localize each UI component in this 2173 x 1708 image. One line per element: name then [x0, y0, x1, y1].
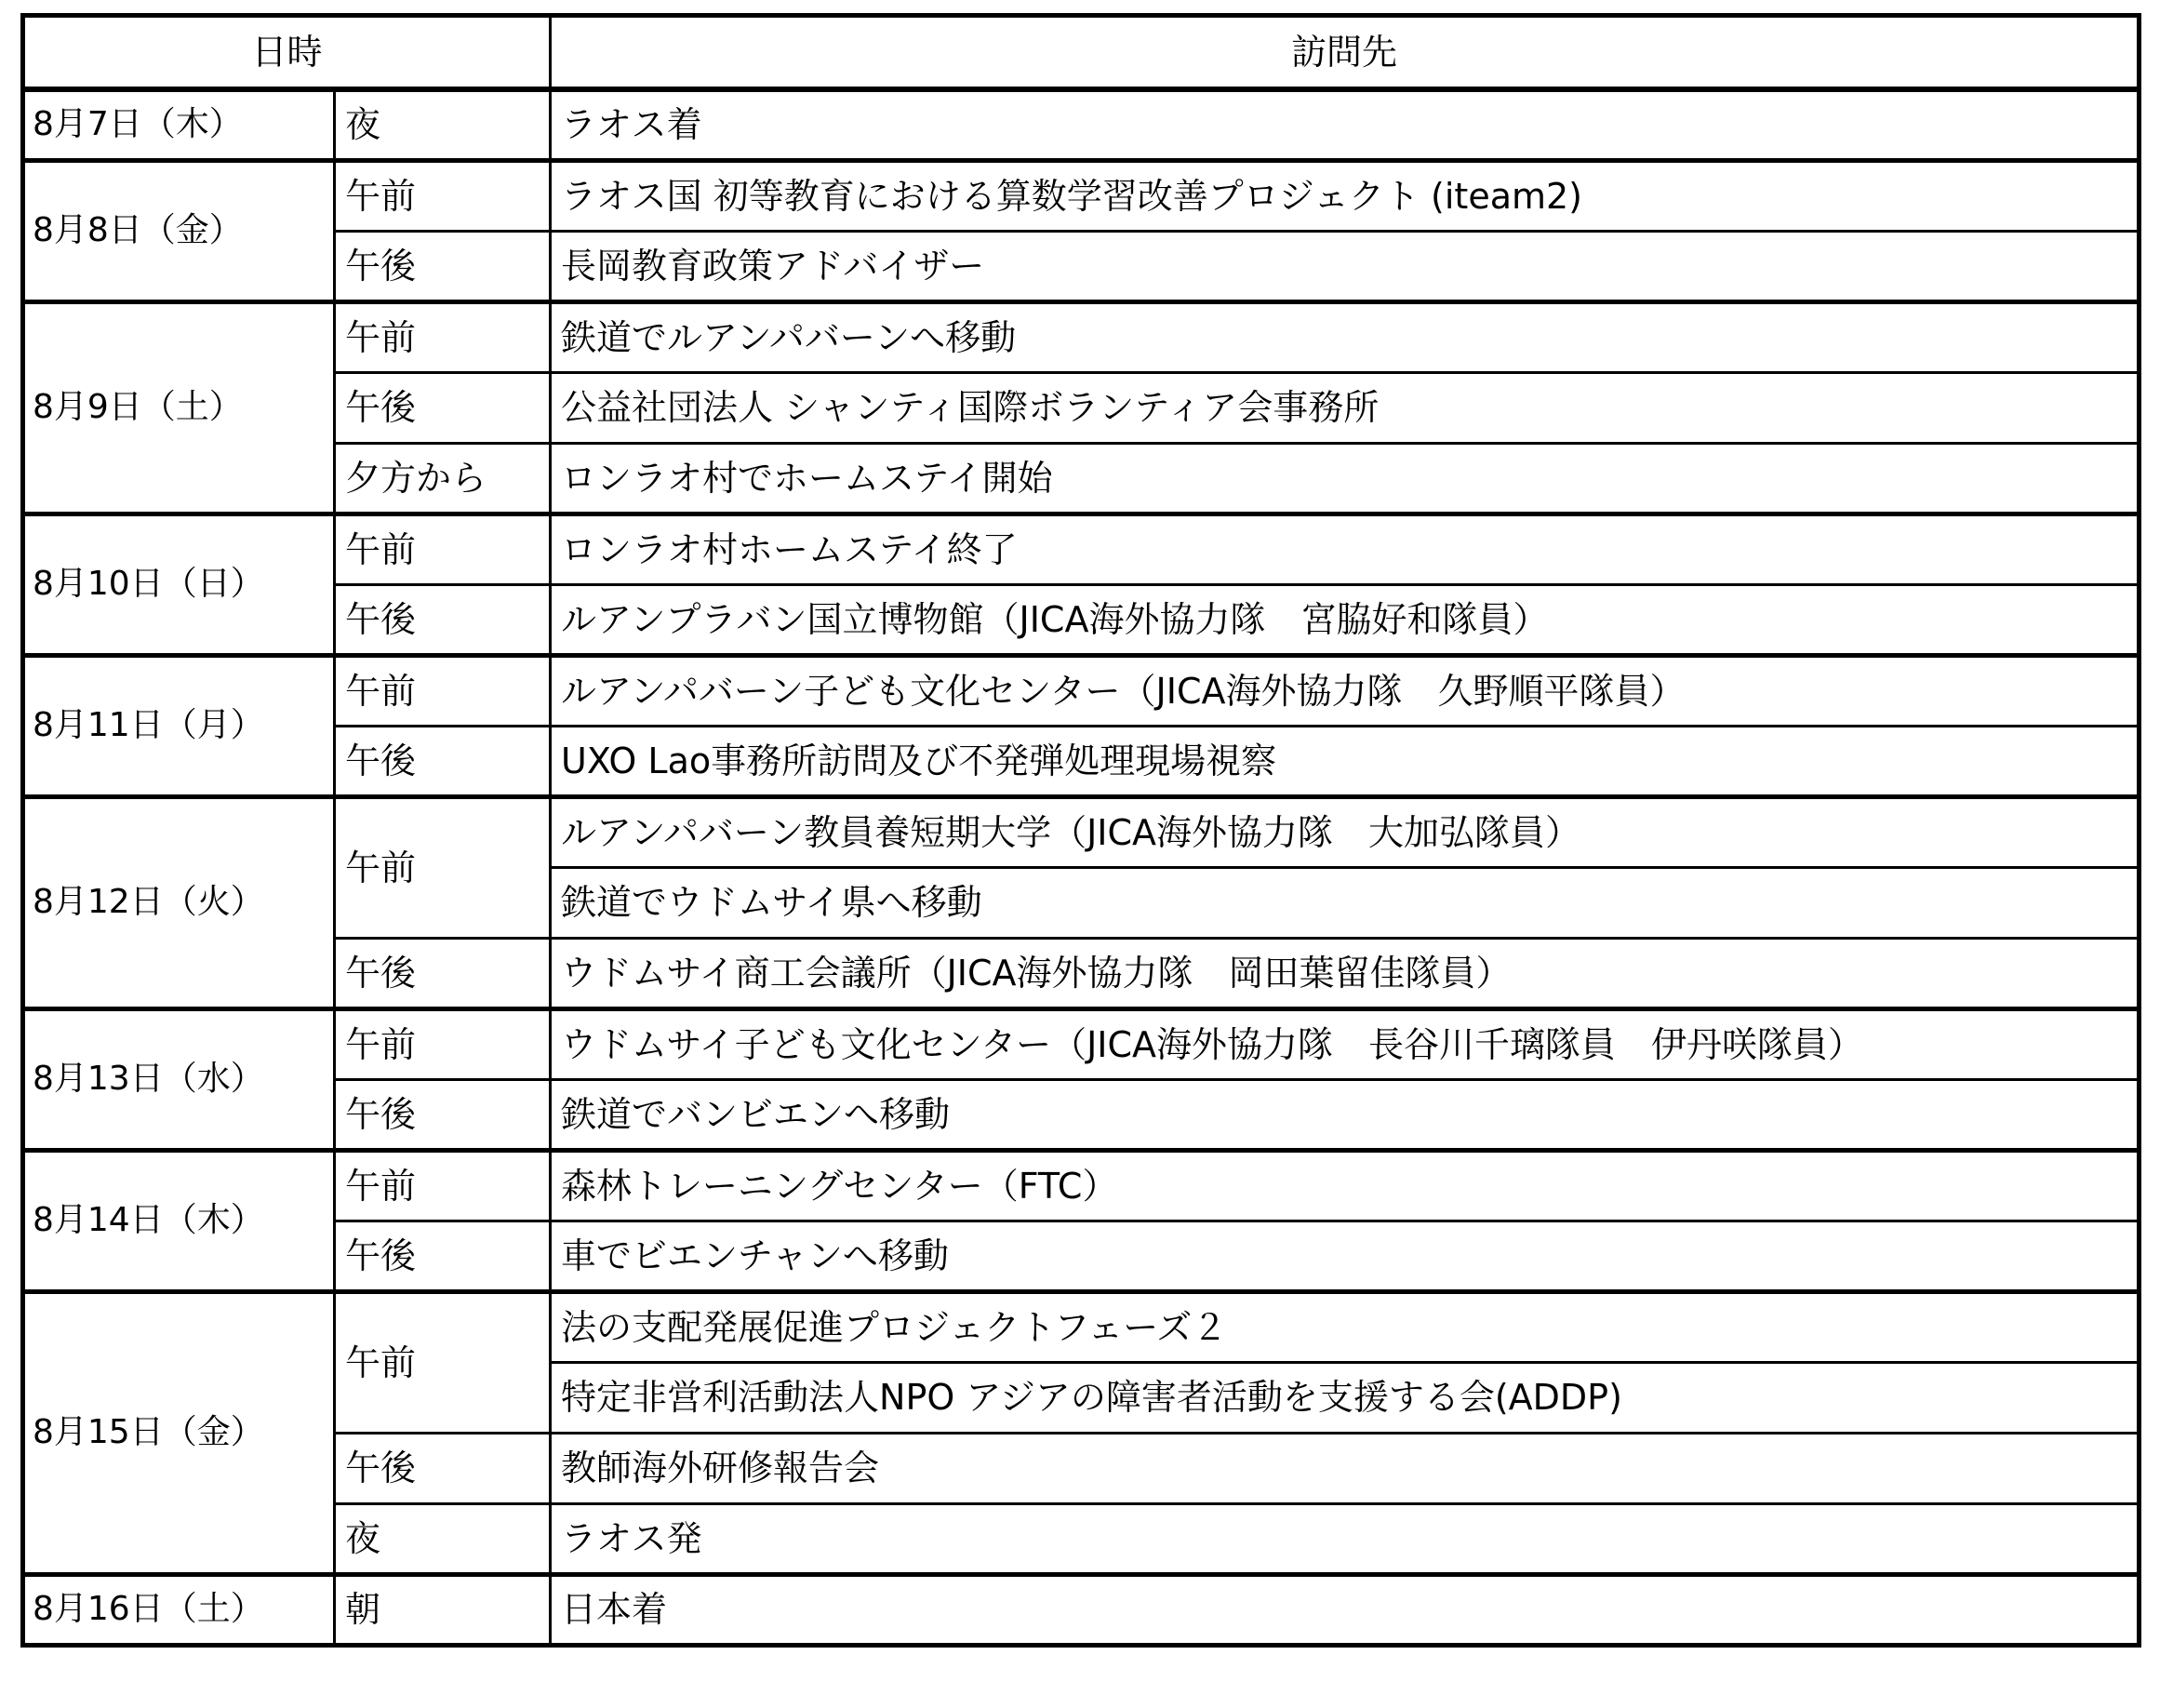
destination-cell: ラオス発	[551, 1503, 2140, 1574]
time-cell: 午後	[335, 584, 551, 655]
destination-cell: ウドムサイ商工会議所（JICA海外協力隊 岡田葉留佳隊員）	[551, 938, 2140, 1008]
time-cell: 午前	[335, 655, 551, 726]
destination-cell: 鉄道でバンビエンへ移動	[551, 1079, 2140, 1150]
table-row	[23, 443, 2140, 514]
date-cell: 8月15日（金）	[23, 1291, 335, 1574]
time-cell: 午後	[335, 726, 551, 796]
destination-cell: ラオス国 初等教育における算数学習改善プロジェクト (iteam2)	[551, 160, 2140, 231]
date-cell: 8月10日（日）	[23, 514, 335, 655]
table-row	[23, 1008, 2140, 1079]
time-cell: 午後	[335, 1433, 551, 1503]
table-row	[23, 1574, 2140, 1645]
time-cell: 午後	[335, 1221, 551, 1291]
time-cell: 午後	[335, 938, 551, 1008]
table-row	[23, 372, 2140, 443]
destination-cell: 長岡教育政策アドバイザー	[551, 231, 2140, 301]
time-cell: 午後	[335, 1079, 551, 1150]
date-cell: 8月14日（木）	[23, 1150, 335, 1291]
table-row	[23, 1079, 2140, 1150]
time-cell: 午後	[335, 372, 551, 443]
schedule-body	[23, 89, 2140, 1645]
table-row	[23, 514, 2140, 584]
destination-cell: UXO Lao事務所訪問及び不発弾処理現場視察	[551, 726, 2140, 796]
destination-cell: ルアンプラバン国立博物館（JICA海外協力隊 宮脇好和隊員）	[551, 584, 2140, 655]
date-cell: 8月13日（水）	[23, 1008, 335, 1150]
destination-cell: 特定非営利活動法人NPO アジアの障害者活動を支援する会(ADDP)	[551, 1362, 2140, 1433]
table-row	[23, 1433, 2140, 1503]
time-cell: 夜	[335, 89, 551, 160]
datetime-header: 日時	[23, 16, 551, 90]
date-cell: 8月11日（月）	[23, 655, 335, 796]
destination-cell: ルアンパバーン子ども文化センター（JICA海外協力隊 久野順平隊員）	[551, 655, 2140, 726]
table-row	[23, 655, 2140, 726]
date-cell: 8月16日（土）	[23, 1574, 335, 1645]
time-cell: 午前	[335, 1150, 551, 1221]
table-row	[23, 584, 2140, 655]
table-row	[23, 231, 2140, 301]
time-cell: 午前	[335, 1291, 551, 1433]
destination-cell: ウドムサイ子ども文化センター（JICA海外協力隊 長谷川千璃隊員 伊丹咲隊員）	[551, 1008, 2140, 1079]
table-row	[23, 1150, 2140, 1221]
date-cell: 8月8日（金）	[23, 160, 335, 301]
destination-cell: 鉄道でルアンパバーンへ移動	[551, 301, 2140, 372]
time-cell: 午前	[335, 514, 551, 584]
header-row	[23, 16, 2140, 90]
destination-cell: 森林トレーニングセンター（FTC）	[551, 1150, 2140, 1221]
destination-header: 訪問先	[551, 16, 2140, 90]
time-cell: 午後	[335, 231, 551, 301]
time-cell: 朝	[335, 1574, 551, 1645]
table-row	[23, 796, 2140, 867]
table-row	[23, 938, 2140, 1008]
table-row	[23, 301, 2140, 372]
table-row	[23, 1291, 2140, 1362]
table-row	[23, 160, 2140, 231]
destination-cell: 公益社団法人 シャンティ国際ボランティア会事務所	[551, 372, 2140, 443]
destination-cell: 鉄道でウドムサイ県へ移動	[551, 867, 2140, 938]
table-row	[23, 726, 2140, 796]
time-cell: 午前	[335, 301, 551, 372]
destination-cell: ロンラオ村でホームステイ開始	[551, 443, 2140, 514]
destination-cell: ルアンパバーン教員養短期大学（JICA海外協力隊 大加弘隊員）	[551, 796, 2140, 867]
date-cell: 8月12日（火）	[23, 796, 335, 1008]
time-cell: 夕方から	[335, 443, 551, 514]
table-row	[23, 1221, 2140, 1291]
destination-cell: ロンラオ村ホームステイ終了	[551, 514, 2140, 584]
date-cell: 8月9日（土）	[23, 301, 335, 514]
time-cell: 午前	[335, 796, 551, 938]
destination-cell: 法の支配発展促進プロジェクトフェーズ２	[551, 1291, 2140, 1362]
destination-cell: 車でビエンチャンへ移動	[551, 1221, 2140, 1291]
table-row	[23, 1503, 2140, 1574]
destination-cell: 日本着	[551, 1574, 2140, 1645]
schedule-table	[20, 13, 2141, 1648]
table-row	[23, 89, 2140, 160]
time-cell: 午前	[335, 1008, 551, 1079]
date-cell: 8月7日（木）	[23, 89, 335, 160]
time-cell: 午前	[335, 160, 551, 231]
time-cell: 夜	[335, 1503, 551, 1574]
destination-cell: 教師海外研修報告会	[551, 1433, 2140, 1503]
destination-cell: ラオス着	[551, 89, 2140, 160]
